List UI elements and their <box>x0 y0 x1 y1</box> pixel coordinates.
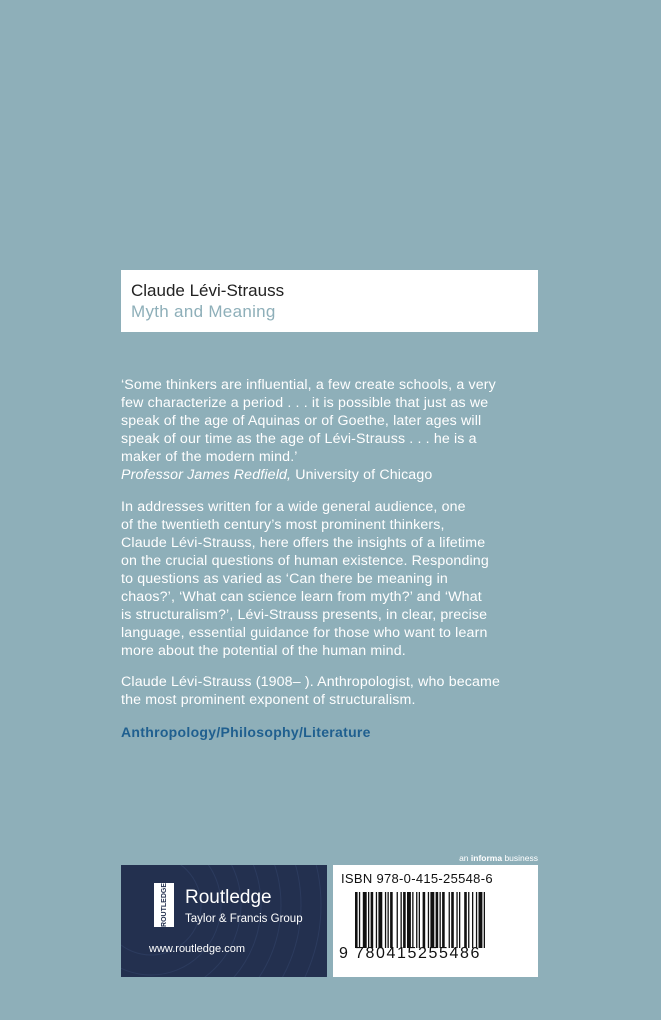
quote-attribution <box>121 466 541 484</box>
isbn-label: ISBN 978-0-415-25548-6 <box>341 871 493 886</box>
barcode-first-digit: 9 <box>339 945 348 962</box>
description-line: Claude Lévi-Strauss, here offers the insights of a lifetime <box>121 535 486 551</box>
informa-business-label: an informa business <box>459 853 538 863</box>
quote-line: maker of the modern mind.’ <box>121 449 298 465</box>
description-line: on the crucial questions of human existence. Responding <box>121 553 489 569</box>
quote-line: speak of the age of Aquinas or of Goethe, later ages will <box>121 413 482 429</box>
barcode-icon <box>355 892 533 948</box>
quote-line: ‘Some thinkers are influential, a few create schools, a very <box>121 377 496 393</box>
endorsement-quote <box>121 376 541 484</box>
attribution-name: Professor James Redfield, <box>121 467 292 483</box>
book-description <box>121 498 541 660</box>
routledge-logo-icon: ROUTLEDGE <box>154 883 174 927</box>
subject-category: Anthropology/Philosophy/Literature <box>121 724 371 740</box>
quote-line: few characterize a period . . . it is possible that just as we <box>121 395 489 411</box>
description-line: chaos?’, ‘What can science learn from myth?’ and ‘What <box>121 589 482 605</box>
description-line: of the twentieth century’s most prominent thinkers, <box>121 517 445 533</box>
publisher-name: Routledge <box>185 887 272 908</box>
author-bio <box>121 673 541 709</box>
description-line: language, essential guidance for those who want to learn <box>121 625 488 641</box>
informa-brand: informa <box>470 853 503 863</box>
title-box <box>121 270 538 332</box>
book-title: Myth and Meaning <box>131 302 276 321</box>
description-line: In addresses written for a wide general audience, one <box>121 499 466 515</box>
barcode-digits: 780415255486 <box>355 945 481 962</box>
description-line: to questions as varied as ‘Can there be meaning in <box>121 571 448 587</box>
quote-line: speak of our time as the age of Lévi-Strauss . . . he is a <box>121 431 477 447</box>
attribution-affiliation: University of Chicago <box>291 467 433 483</box>
author-name: Claude Lévi-Strauss <box>131 281 285 300</box>
barcode-panel <box>333 865 538 977</box>
bio-line: Claude Lévi-Strauss (1908– ). Anthropologist, who became <box>121 674 501 690</box>
description-line: is structuralism?’, Lévi-Strauss presents, in clear, precise <box>121 607 488 623</box>
description-line: more about the potential of the human mind. <box>121 643 406 659</box>
publisher-group: Taylor & Francis Group <box>185 913 303 925</box>
publisher-logo-panel <box>121 865 327 977</box>
bio-line: the most prominent exponent of structuralism. <box>121 692 416 708</box>
publisher-url: www.routledge.com <box>149 943 245 955</box>
